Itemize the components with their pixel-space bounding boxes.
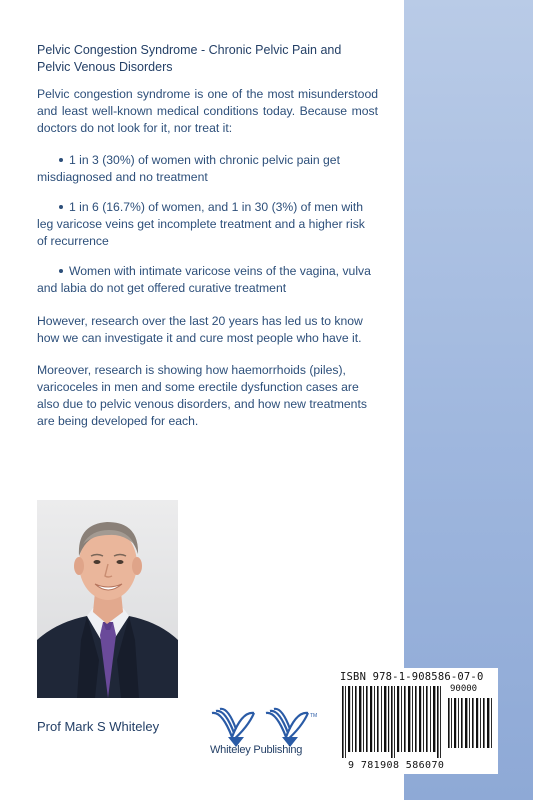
publisher-name: Whiteley Publishing (210, 744, 303, 756)
barcode-icon (338, 684, 496, 760)
bullet-dot-icon (59, 158, 63, 162)
intro-paragraph: Pelvic congestion syndrome is one of the most misunderstood and least well-known medical conditions today. Because most doctors do not look for it, nor treat it: (37, 87, 378, 135)
bullet-item: 1 in 6 (16.7%) of women, and 1 in 30 (3%) of men with leg varicose veins get incomplete treatment and a higher risk of recurrence (37, 200, 365, 248)
author-portrait (37, 500, 178, 698)
open-book-logo-icon (208, 697, 316, 767)
price-code: 90000 (450, 684, 478, 694)
svg-text:TM: TM (310, 713, 318, 719)
research-paragraph: However, research over the last 20 years has led us to know how we can investigate it and cure most people who have it. (37, 314, 363, 345)
bullet-list (37, 152, 378, 297)
bullet-item: Women with intimate varicose veins of the vagina, vulva and labia do not get offered curative treatment (37, 264, 371, 295)
author-name: Prof Mark S Whiteley (37, 719, 160, 734)
blurb (37, 42, 378, 445)
moreover-paragraph: Moreover, research is showing how haemorrhoids (piles), varicoceles in men and some erectile dysfunction cases are also due to pelvic venous disorders, and how new treatments are being developed for each. (37, 363, 367, 428)
barcode-number: 9 781908 586070 (348, 760, 445, 771)
portrait-illustration (37, 500, 178, 698)
book-title: Pelvic Congestion Syndrome - Chronic Pelvic Pain and Pelvic Venous Disorders (37, 43, 342, 74)
isbn-number: ISBN 978-1-908586-07-0 (340, 671, 484, 683)
bullet-dot-icon (59, 269, 63, 273)
bullet-dot-icon (59, 205, 63, 209)
bullet-item: 1 in 3 (30%) of women with chronic pelvic pain get misdiagnosed and no treatment (37, 153, 340, 184)
